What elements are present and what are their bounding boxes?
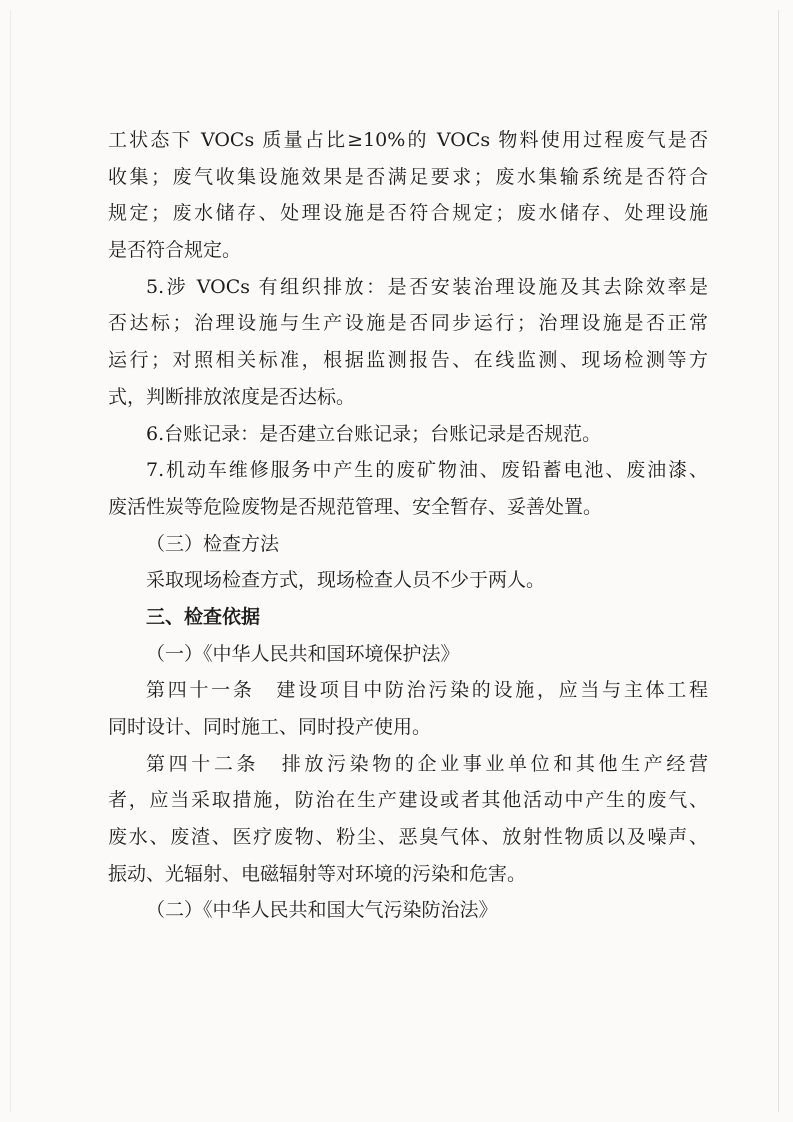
text-line: 式，判断排放浓度是否达标。 — [108, 385, 356, 408]
text-line: 是否符合规定。 — [108, 239, 242, 262]
text-line: （三）检查方法 — [146, 532, 280, 555]
text-line: 废水、废渣、医疗废物、粉尘、恶臭气体、放射性物质以及噪声、 — [108, 826, 708, 849]
text-line: （二）《中华人民共和国大气污染防治法》 — [146, 899, 498, 922]
text-line: 否达标；治理设施与生产设施是否同步运行；治理设施是否正常 — [108, 312, 708, 335]
text-line: 运行；对照相关标准，根据监测报告、在线监测、现场检测等方 — [108, 349, 708, 372]
text-line: （一）《中华人民共和国环境保护法》 — [146, 642, 460, 665]
text-line: 工状态下 VOCs 质量占比≥10%的 VOCs 物料使用过程废气是否 — [108, 129, 708, 151]
section-heading: 三、检查依据 — [146, 605, 261, 628]
text-line: 规定；废水储存、处理设施是否符合规定；废水储存、处理设施 — [108, 202, 708, 225]
text-line: 者，应当采取措施，防治在生产建设或者其他活动中产生的废气、 — [108, 789, 708, 812]
text-line: 振动、光辐射、电磁辐射等对环境的污染和危害。 — [108, 862, 527, 885]
text-line: 收集；废气收集设施效果是否满足要求；废水集输系统是否符合 — [108, 165, 708, 188]
scan-edge-right — [778, 10, 779, 1112]
text-line: 采取现场检查方式，现场检查人员不少于两人。 — [146, 569, 546, 592]
text-line: 5.涉 VOCs 有组织排放：是否安装治理设施及其去除效率是 — [146, 275, 708, 298]
text-line: 同时设计、同时施工、同时投产使用。 — [108, 716, 432, 738]
body-text — [108, 122, 708, 929]
scan-edge-left — [10, 10, 11, 1112]
text-line: 第四十一条 建设项目中防治污染的设施，应当与主体工程 — [146, 679, 708, 702]
text-line: 第四十二条 排放污染物的企业事业单位和其他生产经营 — [146, 752, 708, 775]
text-line: 6.台账记录：是否建立台账记录；台账记录是否规范。 — [146, 422, 602, 445]
text-line: 7.机动车维修服务中产生的废矿物油、废铅蓄电池、废油漆、 — [146, 459, 708, 482]
text-line: 废活性炭等危险废物是否规范管理、安全暂存、妥善处置。 — [108, 495, 603, 518]
